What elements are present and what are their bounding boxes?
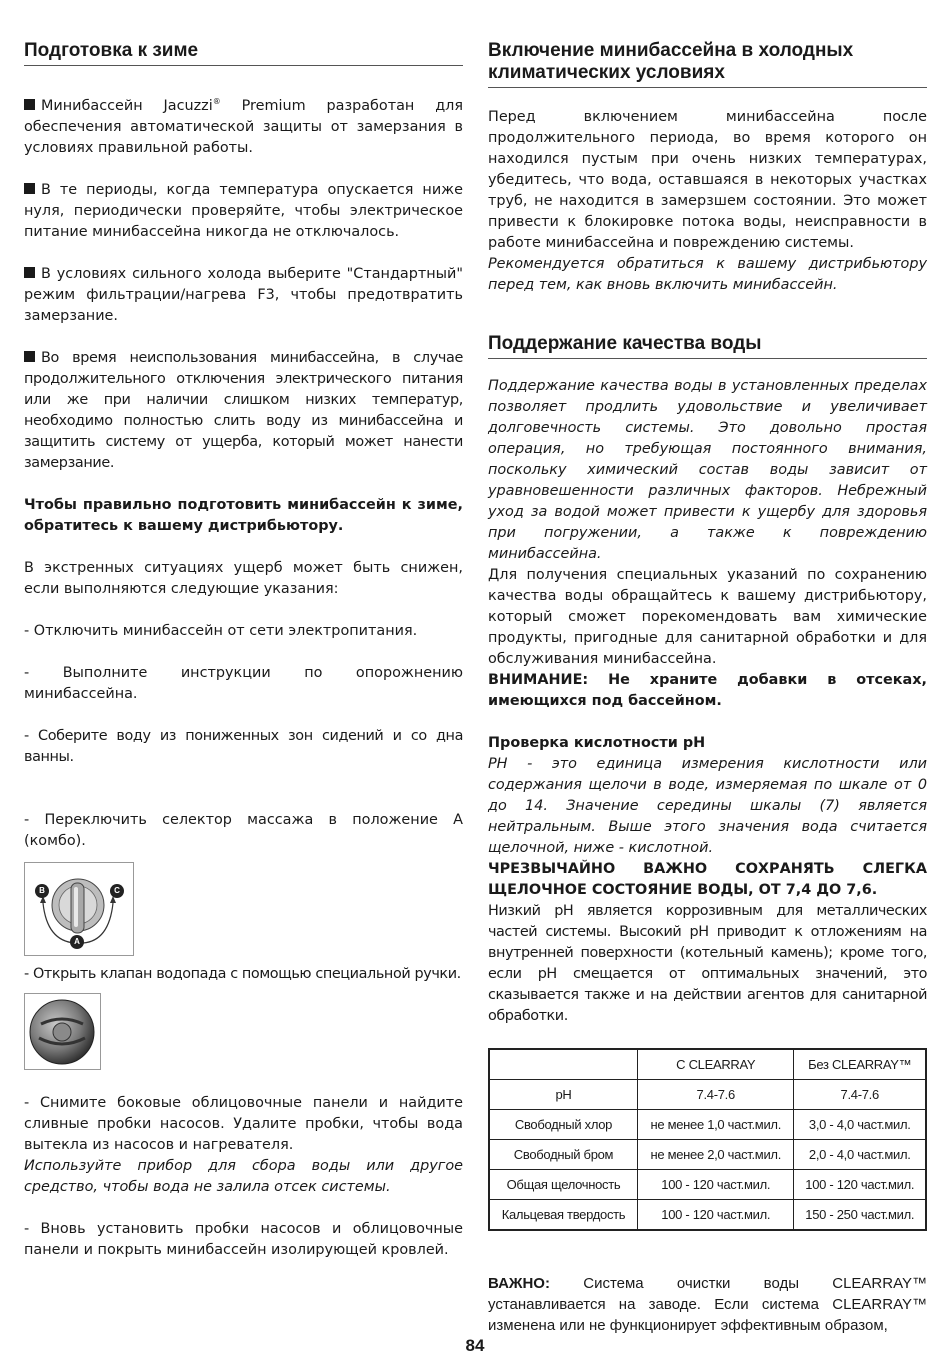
page-number: 84 [465,1336,485,1355]
table-cell: 2,0 - 4,0 част.мил. [794,1140,926,1170]
step-open-valve: - Открыть клапан водопада с помощью специальной ручки. [24,965,461,982]
paragraph-contact-distributor: Чтобы правильно подготовить минибассейн к зиме, обратитесь к вашему дистрибьютору. [24,496,463,534]
ph-definition: PH - это единица измерения кислотности или содержания щелочи в воде, измеряемая по шкале от 0 до 14. Значение середины шкалы (7) является нейтральным. Выше этого значения вода считается щелочной, ниже - кислотной. [488,756,927,856]
table-cell: 7.4-7.6 [794,1080,926,1110]
note-contact-distributor: Рекомендуется обратиться к вашему дистрибьютору перед тем, как вновь включить минибассейн. [488,256,927,293]
table-cell: 100 - 120 част.мил. [638,1170,794,1200]
ph-subheading: Проверка кислотности pH [488,735,706,751]
paragraph-water-quality: Поддержание качества воды в установленных пределах позволяет продлить удовольствие и увеличивает долговечность системы. Это довольно простая операция, но требующая постоянного внимания, поскольку химический состав воды зависит от уравновешенности различных факторов. Небрежный уход за водой может привести к ущербу для здоровья при погружении, а также к повреждению минибассейна. [488,378,927,562]
table-row [489,1140,926,1170]
table-header-cell [489,1049,638,1080]
table-cell: Общая щелочность [489,1170,638,1200]
step-drain-instructions: - Выполните инструкции по опорожнению минибассейна. [24,664,463,702]
p3-text: В условиях сильного холода выберите "Стандартный" режим фильтрации/нагрева F3, чтобы предотвратить замерзание. [24,265,463,324]
ph-effects: Низкий pH является коррозивным для металлических частей системы. Высокий pH приводит к отложениям на внутренней поверхности (котельный камень); кроме того, если pH смещается от оптимальных значений, это сказывается также и на действии агентов для санитарной обработки. [488,903,927,1024]
step-collect-water: - Соберите воду из пониженных зон сидений и со дна ванны. [24,727,463,765]
paragraph-drain-protect [24,348,463,474]
table-cell: 100 - 120 част.мил. [638,1200,794,1231]
table-row [489,1110,926,1140]
bullet-square-icon [24,351,35,362]
p2-text: В те периоды, когда температура опускается ниже нуля, периодически проверяйте, чтобы электрическое питание минибассейна никогда не отключалось. [24,181,463,240]
important-text: Система очистки воды CLEARRAY™ устанавливается на заводе. Если система CLEARRAY™ изменена или не функционирует эффективным образом, [488,1275,927,1334]
waterfall-valve-figure [24,993,101,1070]
step-disconnect-power: - Отключить минибассейн от сети электропитания. [24,622,418,639]
dial-position-a: A [70,935,84,949]
note-collect-water: Используйте прибор для сбора воды или другое средство, чтобы вода не залила отсек системы. [24,1157,463,1195]
table-cell: Свободный бром [489,1140,638,1170]
table-cell: 150 - 250 част.мил. [794,1200,926,1231]
winter-prep-heading: Подготовка к зиме [24,40,463,66]
registered-mark: ® [212,97,221,106]
p4-text: Во время неиспользования минибассейна, в случае продолжительного отключения электрического питания или же при наличии слишком низких температур, необходимо полностью слить воду из минибассейна и защитить систему от ущерба, который может нанести замерзание. [24,349,463,471]
paragraph-cold-start: Перед включением минибассейна после продолжительного периода, во время которого он находился пустым при очень низких температурах, убедитесь, что вода, оставшаяся в некоторых участках труб, не находится в замерзшем состоянии. Это может привести к блокировке потока воды, неисправности в работе минибассейна и повреждению системы. [488,109,927,251]
bullet-square-icon [24,99,35,110]
step-massage-selector: - Переключить селектор массажа в положение A (комбо). [24,811,463,849]
step-remove-panels: - Снимите боковые облицовочные панели и найдите сливные пробки насосов. Удалите пробки, чтобы вода вытекла из насосов и нагревателя. [24,1094,463,1153]
paragraph-emergency: В экстренных ситуациях ущерб может быть снижен, если выполняются следующие указания: [24,559,463,597]
paragraph-f3-mode [24,264,463,327]
table-header-cell: Без CLEARRAY™ [794,1049,926,1080]
massage-selector-figure [24,862,134,956]
table-cell: не менее 2,0 част.мил. [638,1140,794,1170]
table-cell: 3,0 - 4,0 част.мил. [794,1110,926,1140]
ph-warning: ЧРЕЗВЫЧАЙНО ВАЖНО СОХРАНЯТЬ СЛЕГКА ЩЕЛОЧНОЕ СОСТОЯНИЕ ВОДЫ, ОТ 7,4 ДО 7,6. [488,861,927,898]
dial-position-b: B [35,884,49,898]
bullet-square-icon [24,267,35,278]
table-row [489,1200,926,1231]
water-parameters-table [488,1048,927,1231]
left-column [24,40,463,1261]
table-header-row [489,1049,926,1080]
bullet-square-icon [24,183,35,194]
dial-position-c: C [110,884,124,898]
paragraph-specific-instructions: Для получения специальных указаний по сохранению качества воды обращайтесь к вашему дистрибьютору, который сможет порекомендовать вам химические продукты, пригодные для санитарной обработки и для обслуживания минибассейна. [488,567,927,667]
p1-text-b: Premium разработан для обеспечения автоматической защиты от замерзания в условиях правильной работы. [24,97,463,156]
table-cell: Кальцевая твердость [489,1200,638,1231]
table-row [489,1170,926,1200]
important-clearray [488,1273,927,1336]
paragraph-jacuzzi-protection [24,91,463,159]
table-cell: не менее 1,0 част.мил. [638,1110,794,1140]
cold-start-heading: Включение минибассейна в холодных климатических условиях [488,40,927,88]
water-quality-heading: Поддержание качества воды [488,333,927,359]
paragraph-power-check [24,180,463,243]
step-reinstall-cover: - Вновь установить пробки насосов и облицовочные панели и покрыть минибассейн изолирующей кровлей. [24,1220,463,1258]
warning-additives: ВНИМАНИЕ: Не храните добавки в отсеках, имеющихся под бассейном. [488,672,927,709]
table-cell: 100 - 120 част.мил. [794,1170,926,1200]
right-column [488,40,927,1336]
table-row [489,1080,926,1110]
important-label: ВАЖНО: [488,1275,550,1292]
table-header-cell: C CLEARRAY [638,1049,794,1080]
table-cell: pH [489,1080,638,1110]
table-cell: Свободный хлор [489,1110,638,1140]
waterfall-valve-icon [25,994,100,1069]
p1-text-a: Минибассейн Jacuzzi [41,97,213,114]
table-cell: 7.4-7.6 [638,1080,794,1110]
